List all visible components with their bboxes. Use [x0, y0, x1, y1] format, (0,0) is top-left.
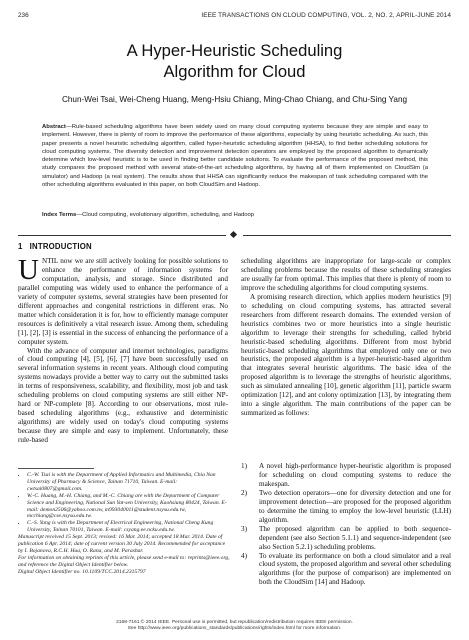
- reprints-note: For information on obtaining reprints of this article, please send e-mail to: reprints@ieee.org, and reference the Digital Object Identifier below.: [18, 554, 230, 568]
- section-heading: [18, 242, 92, 251]
- intro-paragraph-4: A promising research direction, which applies modern heuristics [9] to scheduling on cloud computing systems, has attracted several researchers from different research domains. The extended version of heuristics combines two or more heuristics into a single heuristic algorithm to leverage their strengths for scheduling, called hybrid heuristic-based scheduling algorithms. Different from most hybrid heuristic-based scheduling algorithms that employed only one or two heuristics, the proposed algorithm is a hyper-heuristic-based algorithm that integrates several heuristic algorithms. The basic idea of the proposed algorithm is to leverage the strengths of heuristic algorithms, such as simulated annealing [10], genetic algorithm [11], particle swarm optimization [12], and ant colony optimization [13], by integrating them into a single algorithm. The main contributions of the paper can be summarized as follows:: [241, 292, 451, 418]
- contribution-number: 2): [241, 488, 247, 497]
- contribution-number: 1): [241, 462, 247, 470]
- contribution-text: Two detection operators—one for diversity detection and one for improvement detection—are proposed for the proposed algorithm to determine the timing to employ the low-level heuristic (LLH) algorithm.: [259, 488, 451, 524]
- affiliation-item: • C.-S. Yang is with the Department of Electrical Engineering, National Cheng Kung University, Tainan 70101, Taiwan. E-mail: csyang.ee.ncku.edu.tw.: [27, 520, 230, 534]
- contribution-number: 4): [241, 551, 247, 560]
- copyright-footer: [0, 620, 469, 632]
- contribution-number: 3): [241, 524, 247, 533]
- intro-paragraph-2: With the advance of computer and internet technologies, paradigms of cloud computing [4], [5], [6], [7] have been successfully used on several information systems in recent years. Although cloud computing systems nowadays provide a better way to carry out the submitted tasks in terms of responsiveness, scalability, and flexibility, most job and task scheduling problems on cloud computing systems are still either NP-hard or NP-complete [8]. According to our observations, most rule-based scheduling algorithms (e.g., exhaustive and deterministic algorithms) are widely used on today's cloud computing systems because they are simple and easy to implement. Unfortunately, these rule-based: [18, 346, 228, 445]
- index-terms: [42, 212, 428, 218]
- manuscript-dates: Manuscript received 15 Sept. 2013; revised: 16 Mar. 2014; accepted 18 Mar. 2014. Date of publication 6 Apr. 2014; date of current version 30 July 2014. Recommended for acceptance by I. Bojanova, R.C.H. Hua, O. Rana, and M. Parashar.: [18, 534, 226, 554]
- drop-cap: U: [18, 254, 39, 286]
- page-number: 236: [18, 12, 29, 19]
- section-title: INTRODUCTION: [29, 242, 92, 251]
- contribution-item: [241, 552, 451, 588]
- left-column: [18, 254, 228, 445]
- affiliation-list: [18, 472, 230, 534]
- contribution-text: To evaluate its performance on both a cloud simulator and a real cloud system, the proposed algorithm and several other scheduling algorithms (for the purpose of comparison) are implemented on both the CloudSim [14] and Hadoop.: [259, 551, 451, 587]
- divider-line-left: [18, 235, 226, 236]
- contribution-item: [241, 525, 451, 552]
- running-header: [18, 12, 451, 22]
- contribution-item: [241, 489, 451, 525]
- title-line-1: A Hyper-Heuristic Scheduling: [126, 41, 343, 60]
- doi-line: Digital Object Identifier no. 10.1109/TCC.2014.2315797: [18, 568, 146, 575]
- intro-paragraph-1: [18, 254, 228, 347]
- abstract-text: —Rule-based scheduling algorithms have been widely used on many cloud computing systems because they are simple and easy to implement. However, there is plenty of room to improve the performance of these algorithms, especially by using heuristic scheduling. As such, this paper presents a novel heuristic scheduling algorithm, called hyper-heuristic scheduling algorithm (HHSA), to find better scheduling solutions for cloud computing systems. The diversity detection and improvement detection operators are employed by the proposed algorithm to dynamically determine which low-level heuristic is to be used in finding better candidate solutions. To evaluate the performance of the proposed method, this study compares the proposed method with several state-of-the-art scheduling algorithms, by having all of them implemented on CloudSim (a simulator) and Hadoop (a real system). The results show that HHSA can significantly reduce the makespan of task scheduling compared with the other scheduling algorithms evaluated in this paper, on both CloudSim and Hadoop.: [42, 124, 428, 188]
- copyright-line-2: See http://www.ieee.org/publications_standards/publications/rights/index.html for more information.: [127, 626, 342, 632]
- affiliation-item: • C.-W. Tsai is with the Department of Applied Informatics and Multimedia, Chia Nan University of Pharmacy & Science, Tainan 71710, Taiwan. E-mail: cwtsai0807@gmail.com.: [27, 472, 230, 493]
- author-list: Chun-Wei Tsai, Wei-Cheng Huang, Meng-Hsiu Chiang, Ming-Chao Chiang, and Chu-Sing Yang: [61, 95, 408, 104]
- abstract: [42, 123, 428, 189]
- abstract-label: Abstract: [42, 124, 66, 130]
- intro-paragraph-3: scheduling algorithms are inappropriate for large-scale or complex scheduling problems because the results of these scheduling strategies are usually far from optimal. This implies that there is plenty of room to improve the scheduling algorithms for cloud computing systems.: [241, 257, 451, 292]
- section-divider: [18, 231, 451, 239]
- divider-line-right: [243, 235, 451, 236]
- footnotes: [18, 472, 230, 576]
- journal-name: IEEE TRANSACTIONS ON CLOUD COMPUTING, VOL. 2, NO. 2, APRIL-JUNE 2014: [201, 12, 451, 19]
- copyright-line-1: 2168-7161 © 2014 IEEE. Personal use is permitted, but republication/redistribution requires IEEE permission.: [116, 620, 353, 625]
- contribution-item: [241, 462, 451, 489]
- section-number: 1: [18, 242, 23, 251]
- paper-title: [0, 40, 469, 82]
- diamond-ornament-icon: [230, 230, 237, 237]
- affiliation-item: • W.-C. Huang, M.-H. Chiang, and M.-C. Chiang are with the Department of Computer Science and Engineering, National Sun Yat-sen University, Kaohsiung 80424, Taiwan. E-mail: demon2506@yahoo.com.tw, m993040011@student.nsysu.edu.tw, mcchiang@cse.nsysu.edu.tw.: [27, 493, 230, 521]
- contribution-text: A novel high-performance hyper-heuristic algorithm is proposed for scheduling on cloud computing systems to reduce the makespan.: [259, 462, 451, 488]
- index-terms-label: Index Terms: [42, 212, 77, 218]
- footnote-rule: [18, 468, 94, 469]
- title-line-2: Algorithm for Cloud: [163, 62, 306, 81]
- contribution-text: The proposed algorithm can be applied to both sequence-dependent (see also Section 5.1.1) and sequence-independent (see also Section 5.2.1) scheduling problems.: [259, 524, 451, 551]
- index-terms-text: —Cloud computing, evolutionary algorithm, scheduling, and Hadoop: [76, 212, 255, 218]
- right-column: [241, 257, 451, 418]
- contributions-list: [241, 462, 451, 587]
- intro-paragraph-1-text: NTIL now we are still actively looking for possible solutions to enhance the performance of information systems for computation, analysis, and storage. Since distributed and parallel computing was widely used to enhance the performance of a variety of computer systems, several strategies have been presented for different approaches and congenital restrictions in different eras. No matter which consideration it is for, how to efficiently manage computer resources is definitively a vital research issue. Among them, scheduling [1], [2], [3] is essential in the success of enhancing the performance of a computer system.: [18, 257, 228, 346]
